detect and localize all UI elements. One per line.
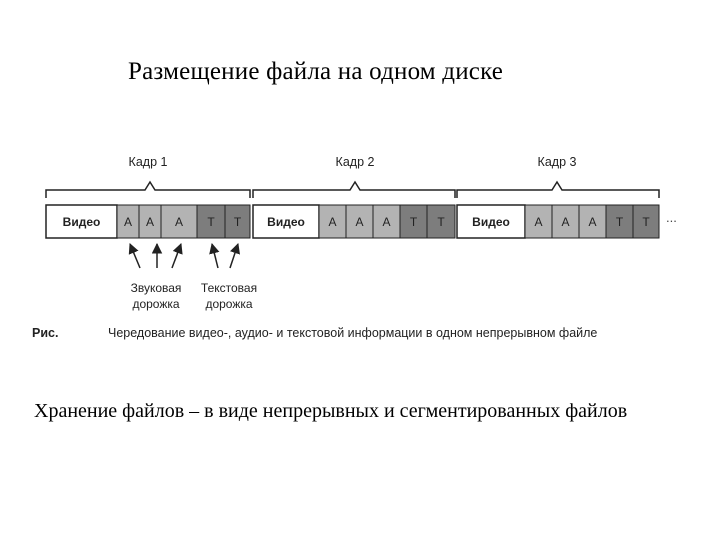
caption-prefix: Рис. [32,326,59,340]
text-segment-label: T [207,215,215,229]
text-arrow [212,244,218,268]
caption-text: Чередование видео-, аудио- и текстовой информации в одном непрерывном файле [108,326,598,340]
audio-segment-label: A [123,215,133,229]
frame-3-label: Кадр 3 [537,155,577,169]
text-arrow [230,244,238,268]
frame-1-label: Кадр 1 [128,155,168,169]
continuation-ellipsis: ... [666,210,677,225]
audio-segment-label: A [588,215,597,229]
slide-title: Размещение файла на одном диске [128,58,504,85]
audio-arrow [130,244,140,268]
text-segment-label: T [615,215,624,229]
body-text: Хранение файлов – в виде непрерывных и сегментированных файлов [34,400,628,422]
audio-segment-label: A [534,215,543,229]
audio-arrow [172,244,181,268]
audio-track-label-line1: Звуковая [130,281,182,295]
figure-caption [32,326,598,340]
audio-segment-label: A [355,215,364,229]
video-segment-label: Видео [267,215,305,229]
video-segment-label: Видео [62,215,101,229]
track-arrows [130,244,238,268]
text-segment-label: T [642,215,650,229]
audio-segment-label: A [174,215,184,229]
frame-1-brace [46,182,250,198]
audio-segment-label: A [145,215,155,229]
frame-3-brace [457,182,659,198]
video-segment-label: Видео [472,215,510,229]
track-labels [131,281,258,311]
text-track-label-line1: Текстовая [200,281,258,295]
frame-2 [253,155,455,238]
text-segment-label: T [409,215,418,229]
text-segment-label: T [233,215,242,229]
frame-2-brace [253,182,455,198]
frame-1 [46,155,250,238]
text-segment-label: T [437,215,445,229]
frame-3 [457,155,659,238]
text-track-label-line2: дорожка [205,297,253,311]
audio-segment-label: A [561,215,570,229]
frame-2-label: Кадр 2 [335,155,375,169]
audio-track-label-line2: дорожка [132,297,180,311]
audio-segment-label: A [382,215,391,229]
audio-segment-label: A [328,215,337,229]
